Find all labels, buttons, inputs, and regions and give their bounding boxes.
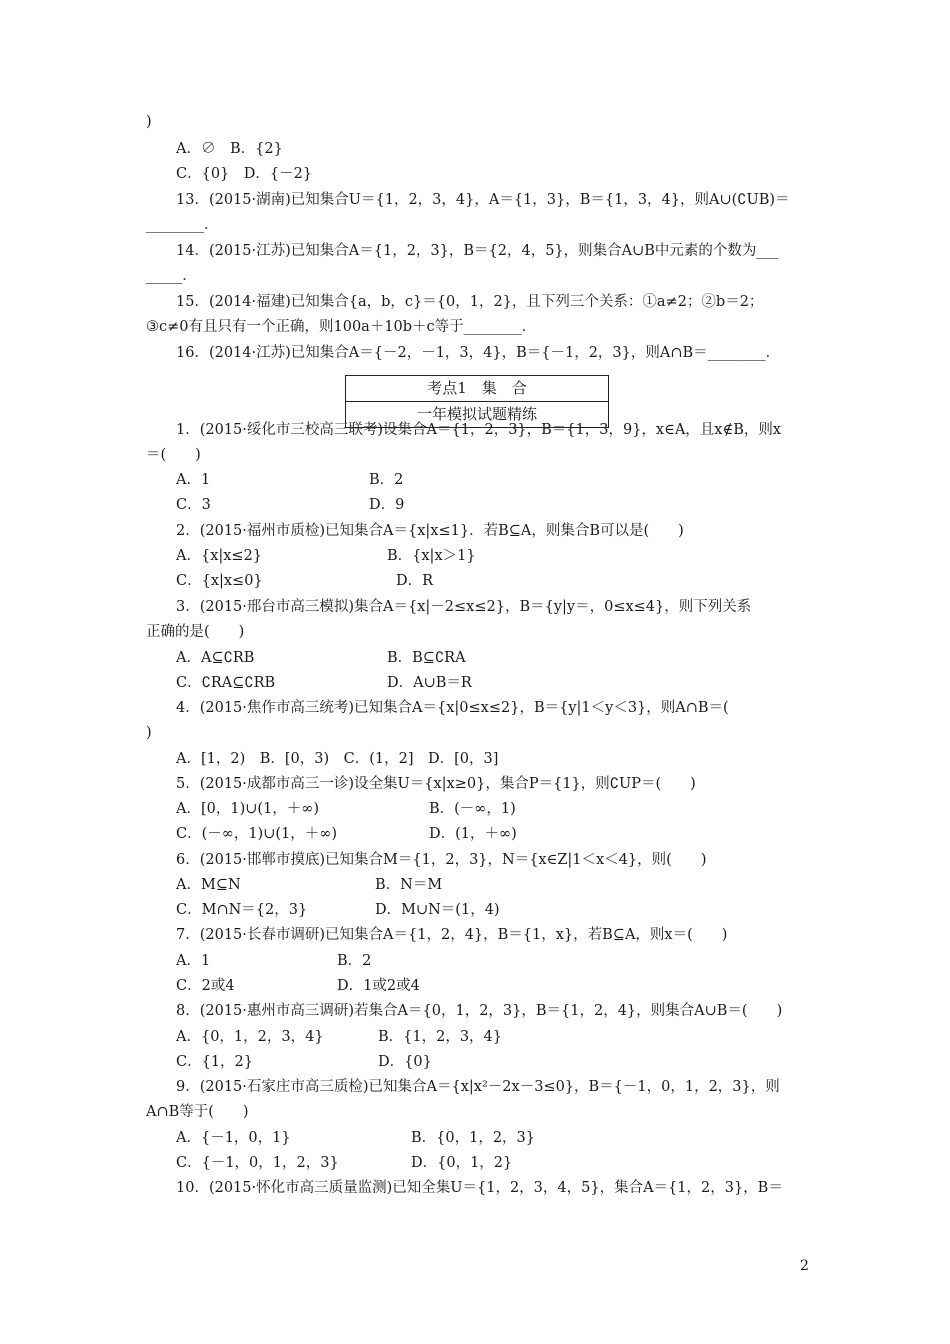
text-line: A∩B等于( ) (146, 1104, 249, 1120)
text-line: A．A⊆∁RB (176, 650, 255, 666)
text-line: C．{1，2} (176, 1054, 253, 1070)
text-line: 2．(2015·福州市质检)已知集合A＝{x|x≤1}．若B⊆A，则集合B可以是( ) (176, 523, 684, 539)
text-line: ) (146, 114, 152, 130)
text-line: 8．(2015·惠州市高三调研)若集合A＝{0，1，2，3}，B＝{1，2，4}，则集合A∪B＝( ) (176, 1003, 783, 1019)
text-line: C．2或4 (176, 978, 235, 994)
text-line: D．M∪N＝(1，4) (375, 902, 500, 918)
text-line: ________． (146, 217, 219, 233)
text-line: _____． (146, 268, 197, 284)
text-line: C．{－1，0，1，2，3} (176, 1155, 339, 1171)
text-line: ＝( ) (146, 447, 201, 463)
text-line: 正确的是( ) (146, 624, 245, 640)
text-line: C．{0} D．{－2} (176, 166, 313, 182)
section-header-box (345, 375, 609, 428)
text-line: B．2 (369, 472, 404, 488)
text-line: A．{0，1，2，3，4} (176, 1029, 324, 1045)
text-line: 13．(2015·湖南)已知集合U＝{1，2，3，4}，A＝{1，3}，B＝{1，3，4}，则A∪(∁UB)＝ (176, 192, 790, 208)
text-line: D．9 (369, 497, 405, 513)
text-line: A．[0，1)∪(1，＋∞) (176, 801, 320, 817)
text-line: B．2 (337, 953, 372, 969)
text-line: A．1 (176, 953, 211, 969)
text-line: B．{0，1，2，3} (411, 1130, 536, 1146)
text-line: B．{1，2，3，4} (378, 1029, 503, 1045)
text-line: D．{0，1，2} (411, 1155, 513, 1171)
text-line: 10．(2015·怀化市高三质量监测)已知全集U＝{1，2，3，4，5}，集合A＝{1，2，3}，B＝ (176, 1180, 783, 1196)
text-line: D．{0} (378, 1054, 432, 1070)
text-line: 9．(2015·石家庄市高三质检)已知集合A＝{x|x²－2x－3≤0}，B＝{－1，0，1，2，3}，则 (176, 1079, 780, 1095)
text-line: ③c≠0有且只有一个正确，则100a＋10b＋c等于________． (146, 319, 537, 335)
text-line: D．A∪B＝R (387, 675, 472, 691)
text-line: 4．(2015·焦作市高三统考)已知集合A＝{x|0≤x≤2}，B＝{y|1＜y＜3}，则A∩B＝( (176, 700, 729, 716)
text-line: A．{x|x≤2} (176, 548, 263, 564)
text-line: C．3 (176, 497, 211, 513)
text-line: A．1 (176, 472, 211, 488)
text-line: C．{x|x≤0} (176, 573, 263, 589)
text-line: A．M⊆N (176, 877, 241, 893)
text-line: D．(1，＋∞) (429, 826, 517, 842)
text-line: 16．(2014·江苏)已知集合A＝{－2，－1，3，4}，B＝{－1，2，3}，则A∩B＝________． (176, 345, 781, 361)
section-title: 考点1 集 合 (427, 379, 527, 397)
text-line: B．(－∞，1) (429, 801, 516, 817)
text-line: A．∅ B．{2} (176, 141, 283, 157)
text-line: A．{－1，0，1} (176, 1130, 291, 1146)
text-line: C．(－∞，1)∪(1，＋∞) (176, 826, 337, 842)
page-number: 2 (800, 1258, 809, 1274)
text-line: A．[1，2) B．[0，3) C．(1，2] D．[0，3] (176, 751, 499, 767)
text-line: 1．(2015·绥化市三校高三联考)设集合A＝{1，2，3}，B＝{1，3，9}，x∈A，且x∉B，则x (176, 422, 782, 438)
text-line: D．1或2或4 (337, 978, 420, 994)
section-subtitle: 一年模拟试题精练 (346, 401, 608, 427)
text-line: 14．(2015·江苏)已知集合A＝{1，2，3}，B＝{2，4，5}，则集合A∪B中元素的个数为___ (176, 243, 779, 259)
text-line: 3．(2015·邢台市高三模拟)集合A＝{x|－2≤x≤2}，B＝{y|y＝，0≤x≤4}，则下列关系 (176, 599, 752, 615)
text-line: C．∁RA⊆∁RB (176, 675, 276, 691)
text-line: D．R (396, 573, 434, 589)
text-line: ) (146, 725, 152, 741)
text-line: B．N＝M (375, 877, 443, 893)
text-line: 15．(2014·福建)已知集合{a，b，c}＝{0，1，2}，且下列三个关系：①a≠2；②b＝2； (176, 294, 764, 310)
text-line: B．B⊆∁RA (387, 650, 466, 666)
text-line: B．{x|x＞1} (387, 548, 476, 564)
text-line: 5．(2015·成都市高三一诊)设全集U＝{x|x≥0}，集合P＝{1}，则∁UP＝( ) (176, 776, 696, 792)
text-line: C．M∩N＝{2，3} (176, 902, 308, 918)
text-line: 6．(2015·邯郸市摸底)已知集合M＝{1，2，3}，N＝{x∈Z|1＜x＜4}，则( ) (176, 852, 707, 868)
text-line: 7．(2015·长春市调研)已知集合A＝{1，2，4}，B＝{1，x}，若B⊆A，则x＝( ) (176, 927, 728, 943)
